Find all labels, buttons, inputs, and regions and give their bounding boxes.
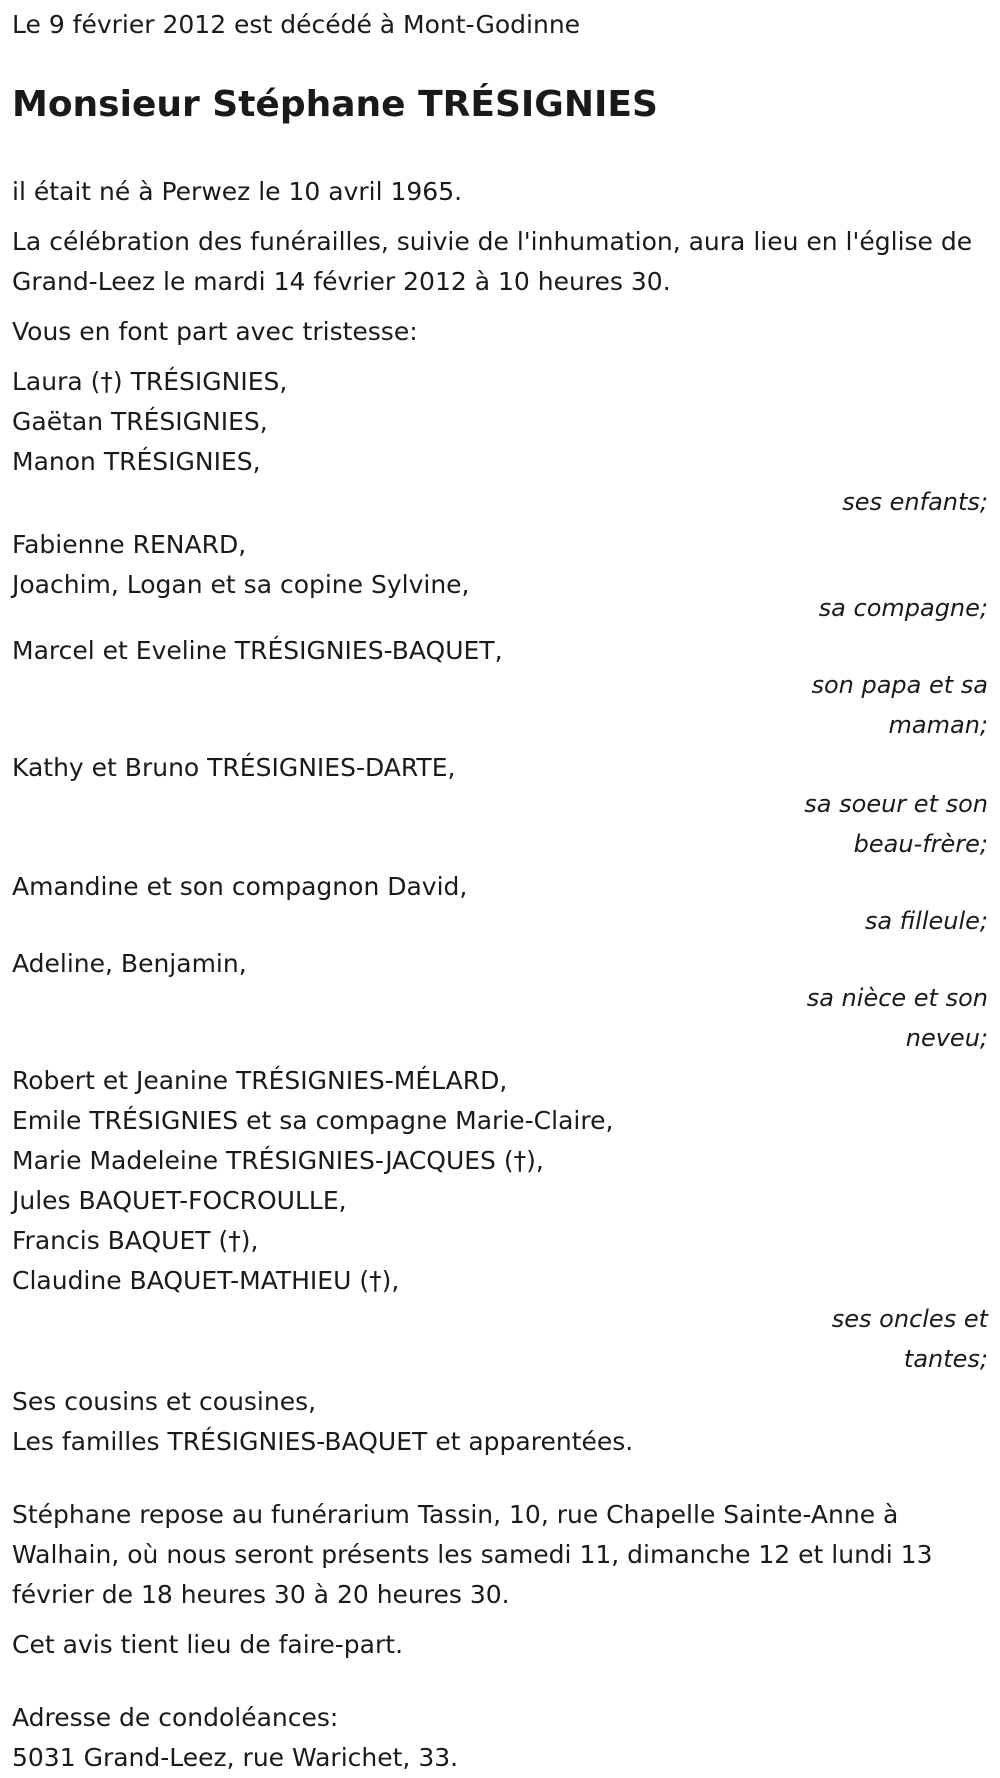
relation-label: sa nièce et son neveu; [806,984,988,1052]
funeral-info: La célébration des funérailles, suivie de l'inhumation, aura lieu en l'église de Grand-Leez le mardi 14 février 2012 à 10 heures 30. [12,227,973,296]
relation-label: sa soeur et son beau-frère; [804,790,988,858]
relation-label: son papa et sa maman; [811,671,988,739]
relation-label: sa compagne; [818,594,988,622]
family-member: Francis BAQUET (†), [12,1226,259,1255]
relation-label: sa filleule; [864,907,988,935]
family-group-parents [12,631,988,745]
family-member: Manon TRÉSIGNIES, [12,447,261,476]
family-member: Robert et Jeanine TRÉSIGNIES-MÉLARD, [12,1066,508,1095]
deceased-name: Monsieur Stéphane TRÉSIGNIES [12,84,658,125]
family-group-goddaughter [12,867,988,941]
family-member: Kathy et Bruno TRÉSIGNIES-DARTE, [12,753,456,782]
family-member: Joachim, Logan et sa copine Sylvine, [12,570,470,599]
family-member: Gaëtan TRÉSIGNIES, [12,407,268,436]
cousins-line: Ses cousins et cousines, [12,1387,317,1416]
announcement-intro: Vous en font part avec tristesse: [12,317,418,346]
relation-label: ses oncles et tantes; [831,1305,988,1373]
visitation-info: Stéphane repose au funérarium Tassin, 10, rue Chapelle Sainte-Anne à Walhain, où nous seront présents les samedi 11, dimanche 12 et lundi 13 février de 18 heures 30 à 20 heures 30. [12,1500,933,1609]
family-member: Fabienne RENARD, [12,530,247,559]
faire-part-note: Cet avis tient lieu de faire-part. [12,1630,404,1659]
family-member: Laura (†) TRÉSIGNIES, [12,367,288,396]
family-member: Marcel et Eveline TRÉSIGNIES-BAQUET, [12,636,503,665]
spacer [12,1462,988,1495]
families-line: Les familles TRÉSIGNIES-BAQUET et apparentées. [12,1427,634,1456]
relation-label: ses enfants; [842,488,988,516]
family-group-partner [12,525,988,628]
family-group-children [12,362,988,522]
family-group-niece-nephew [12,944,988,1058]
family-member: Amandine et son compagnon David, [12,872,468,901]
family-member: Jules BAQUET-FOCROULLE, [12,1186,347,1215]
condolence-address: 5031 Grand-Leez, rue Warichet, 33. [12,1743,459,1772]
family-member: Claudine BAQUET-MATHIEU (†), [12,1266,400,1295]
family-member: Adeline, Benjamin, [12,949,247,978]
spacer [12,1665,988,1698]
family-member: Emile TRÉSIGNIES et sa compagne Marie-Claire, [12,1106,614,1135]
family-group-sister [12,748,988,864]
death-announcement: Le 9 février 2012 est décédé à Mont-Godinne [12,10,581,39]
birth-info: il était né à Perwez le 10 avril 1965. [12,177,463,206]
condolence-address-label: Adresse de condoléances: [12,1703,339,1732]
family-member: Marie Madeleine TRÉSIGNIES-JACQUES (†), [12,1146,544,1175]
family-group-uncles-aunts [12,1061,988,1379]
